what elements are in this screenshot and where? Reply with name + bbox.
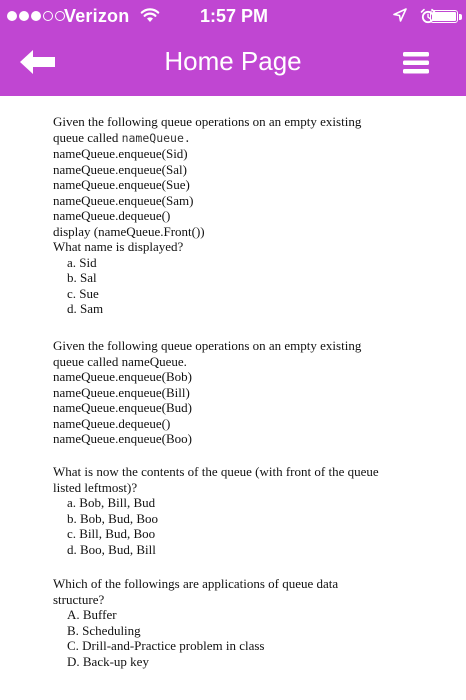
code-line: nameQueue.enqueue(Bob) [53,369,192,384]
battery-tip [459,14,462,20]
signal-dot [19,11,29,21]
answer-option: A. Buffer [67,607,117,622]
clock-time: 1:57 PM [200,6,269,26]
carrier-name: Verizon [64,6,130,26]
battery-icon [430,10,458,23]
question-intro: Given the following queue operations on an empty existing [53,114,362,129]
code-line: nameQueue.enqueue(Bill) [53,384,190,400]
answer-option: a. Sid [67,254,97,270]
question-prompt: Which of the followings are applications of queue data [53,576,339,591]
code-line: nameQueue.dequeue() [53,415,171,431]
page-title: Home Page [164,46,302,76]
page-content [0,96,466,700]
question-3 [53,576,413,669]
question-intro: queue called nameQueue. [53,353,187,369]
question-prompt: structure? [53,591,105,607]
question-intro: Given the following queue operations on an empty existing [53,338,362,353]
signal-dot [43,11,53,21]
queue-name-code: nameQueue. [121,130,191,145]
question-prompt: What is now the contents of the queue (with front of the queue [53,464,379,479]
answer-options [53,607,413,669]
answer-option: D. Back-up key [67,653,149,669]
battery-fill [432,12,456,21]
app-header [0,0,466,96]
answer-options [53,255,413,317]
code-line: nameQueue.enqueue(Boo) [53,431,192,446]
answer-option: B. Scheduling [67,622,141,638]
answer-option: b. Sal [67,270,97,285]
menu-button[interactable] [401,48,431,78]
question-2-prompt-block [53,464,413,557]
question-prompt: listed leftmost)? [53,479,138,495]
code-line: nameQueue.enqueue(Sue) [53,177,190,192]
answer-option: c. Bill, Bud, Boo [67,526,156,541]
code-line: nameQueue.enqueue(Bud) [53,400,192,415]
signal-dot [31,11,41,21]
code-line: nameQueue.enqueue(Sid) [53,146,188,161]
answer-option: C. Drill-and-Practice problem in class [67,638,265,653]
signal-strength-icon [7,11,65,21]
code-line: nameQueue.enqueue(Sal) [53,161,187,177]
answer-option: d. Boo, Bud, Bill [67,541,156,557]
question-1 [53,114,413,317]
signal-dot [7,11,17,21]
wifi-icon [140,7,160,28]
code-line: nameQueue.dequeue() [53,208,171,223]
answer-option: c. Sue [67,285,99,301]
navigation-bar [0,32,466,96]
question-prompt: What name is displayed? [53,239,184,254]
answer-option: d. Sam [67,301,104,316]
question-intro [53,130,413,147]
answer-option: b. Bob, Bud, Boo [67,510,159,526]
answer-options [53,495,413,557]
code-line: nameQueue.enqueue(Sam) [53,192,194,208]
answer-option: a. Bob, Bill, Bud [67,495,156,510]
question-2 [53,338,413,447]
code-line: display (nameQueue.Front()) [53,223,205,239]
status-bar [0,0,466,32]
question-intro-text: queue called [53,129,122,145]
menu-icon [401,48,431,78]
location-arrow-icon [393,8,407,27]
